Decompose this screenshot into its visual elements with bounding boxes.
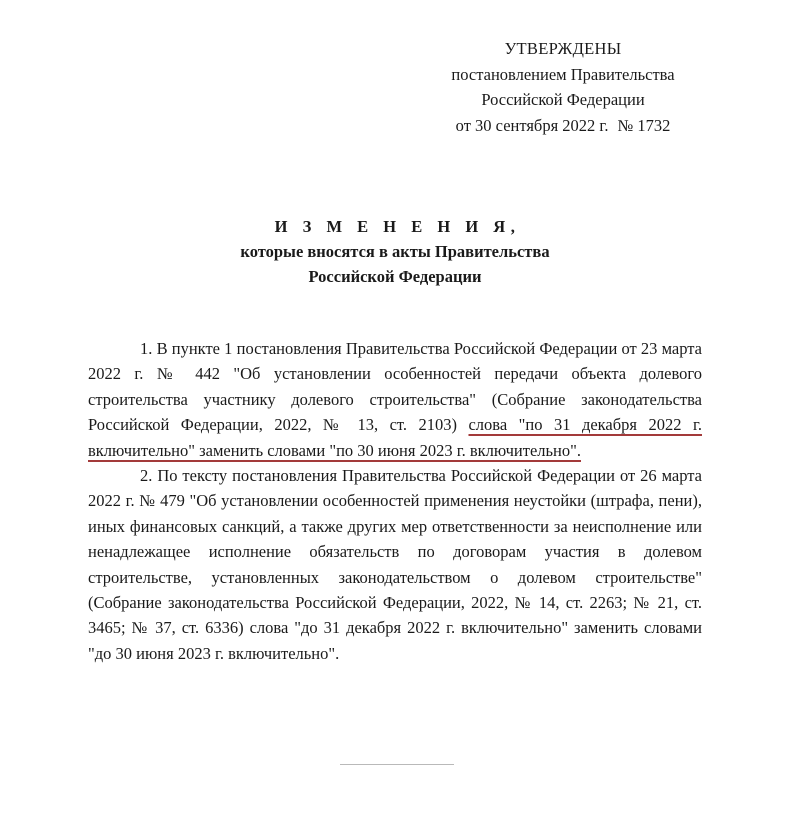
- approval-number: № 1732: [617, 115, 671, 135]
- paragraph-2-number: 2.: [140, 466, 153, 486]
- approval-authority-line-1: постановлением Правительства: [451, 64, 675, 84]
- page-title: [88, 214, 702, 289]
- title-subtitle: [88, 239, 702, 289]
- paragraph-1-number: 1.: [140, 339, 153, 358]
- title-subtitle-line-1: которые вносятся в акты Правительства: [240, 242, 550, 261]
- footer-divider: [340, 764, 454, 765]
- paragraph-2: [88, 463, 702, 666]
- title-main-word: И З М Е Н Е Н И Я,: [274, 217, 521, 236]
- document-body: [88, 336, 702, 666]
- approval-block: [420, 36, 706, 138]
- paragraph-2-text: По тексту постановления Правительства Российской Федерации от 26 марта 2022 г. № 479 "Об установлении особенностей применения неустойки (штрафа, пени), иных финансовых санкций, а также других мер ответственности за неисполнение или ненадлежащее исполнение обязательств по договорам участия в долевом строительстве, установленных законодательством о долевом строительстве" (Собрание законодательства Российской Федерации, 2022, № 14, ст. 2263; № 21, ст. 3465; № 37, ст. 6336) слова "до 31 декабря 2022 г. включительно" заменить словами "до 30 июня 2023 г. включительно".: [88, 466, 702, 663]
- approval-heading: УТВЕРЖДЕНЫ: [504, 39, 622, 58]
- approval-date-line: [420, 113, 706, 139]
- title-subtitle-line-2: Российской Федерации: [308, 267, 482, 286]
- paragraph-1-text-before: В пункте 1 постановления Правительства Российской Федерации от 23 марта 2022 г. № 442 "Об установлении особенностей передачи объекта долевого строительства участнику долевого строительства" (Собрание законодательства Российской Федерации, 2022, № 13, ст. 2103): [88, 339, 702, 435]
- approval-date: от 30 сентября 2022 г.: [455, 115, 609, 135]
- paragraph-1: [88, 336, 702, 463]
- approval-authority-line-2: Российской Федерации: [481, 90, 645, 109]
- paragraph-1-amended-wording: слова "по 31 декабря 2022 г. включительно" заменить словами "по 30 июня 2023 г. включительно".: [88, 415, 702, 460]
